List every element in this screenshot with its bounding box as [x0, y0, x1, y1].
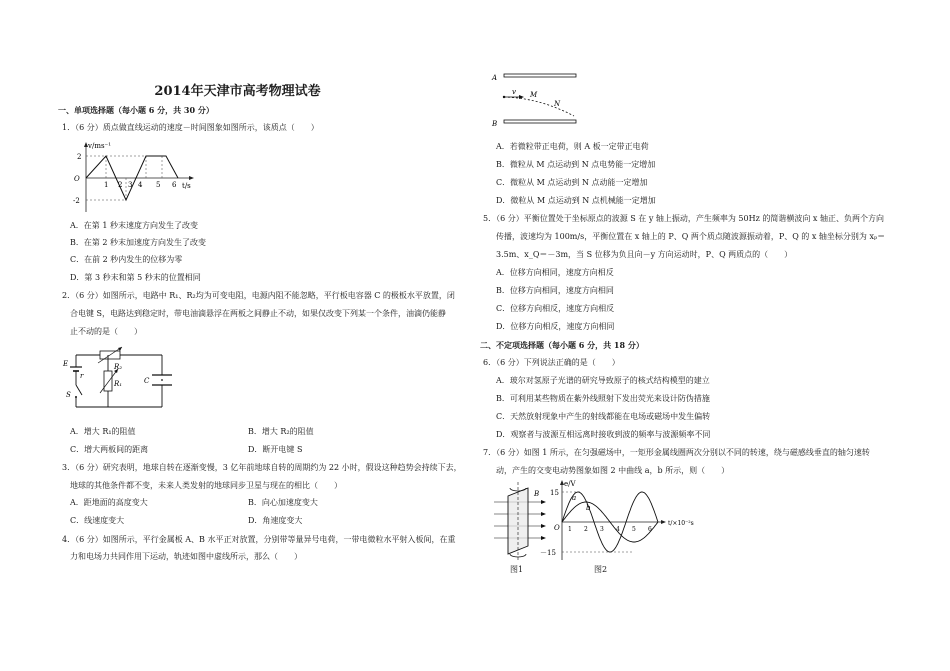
q5-option-d: D．位移方向相反，速度方向相同	[496, 322, 615, 331]
q7-graph-xlabel: t/×10⁻²s	[668, 520, 694, 527]
q2-label-s: S	[66, 391, 71, 399]
q1-option-d: D．第 3 秒末和第 5 秒末的位置相同	[70, 273, 201, 282]
q7-graph-xtick-3: 3	[600, 526, 604, 533]
q4-stem-line2: 力和电场力共同作用下运动，轨迹如图中虚线所示，那么（ ）	[70, 552, 302, 561]
q2-label-e: E	[63, 360, 69, 368]
q4-option-b: B．微粒从 M 点运动到 N 点电势能一定增加	[496, 160, 656, 169]
q1-graph-xtick-3: 3	[128, 181, 133, 189]
q7-graph-xtick-6: 6	[648, 526, 652, 533]
q4-label-n: N	[554, 100, 561, 108]
q1-graph-ytick-neg2: -2	[73, 197, 80, 205]
q1-graph-xlabel: t/s	[182, 182, 191, 190]
q4-label-v: v	[512, 88, 516, 96]
page-title: 2014年天津市高考物理试卷	[154, 84, 321, 99]
q7-graph-xtick-1: 1	[568, 526, 572, 533]
q1-stem: 1．（6 分）质点做直线运动的速度－时间图象如图所示，该质点（ ）	[62, 123, 319, 132]
q7-graph-ylabel: e/V	[564, 480, 576, 488]
q7-figure2-caption: 图2	[594, 565, 608, 574]
q5-stem-line1: 5．（6 分）平衡位置处于坐标原点的波源 S 在 y 轴上振动，产生频率为 50Hz 的简谐横波向 x 轴正、负两个方向	[483, 214, 884, 223]
q6-stem: 6．（6 分）下列说法正确的是（ ）	[483, 358, 620, 367]
q1-graph-xtick-4: 4	[138, 181, 143, 189]
q2-label-r2: R₂	[114, 363, 123, 371]
q7-graph-ytick-neg15: －15	[540, 549, 556, 557]
q2-stem-line3: 止不动的是（ ）	[70, 327, 142, 336]
q4-option-d: D．微粒从 M 点运动到 N 点机械能一定增加	[496, 196, 656, 205]
q1-graph-ylabel: v/ms⁻¹	[88, 142, 112, 150]
q1-graph-xtick-5: 5	[156, 181, 161, 189]
q7-graph-xtick-5: 5	[632, 526, 636, 533]
q4-label-plate-a: A	[492, 74, 498, 82]
q6-option-d: D．观察者与波源互相远离时接收到波的频率与波源频率不同	[496, 430, 711, 439]
q2-stem-line2: 合电键 S，电路达到稳定时，带电油滴悬浮在两板之间静止不动，如果仅改变下列某一个条件，油滴仍能静	[70, 309, 447, 318]
q7-stem-line1: 7．（6 分）如图 1 所示，在匀强磁场中，一矩形金属线圈两次分别以不同的转速，绕与磁感线垂直的轴匀速转	[483, 448, 870, 457]
q3-option-b: B．向心加速度变大	[248, 498, 318, 507]
q6-option-a: A．玻尔对氢原子光谱的研究导致原子的核式结构模型的建立	[496, 376, 710, 385]
q5-stem-line2: 传播，波速均为 100m/s，平衡位置在 x 轴上的 P、Q 两个质点随波源振动着，P、Q 的 x 轴坐标分别为 xₚ＝	[496, 232, 886, 241]
q4-plates-figure	[490, 70, 580, 128]
q3-option-a: A．距地面的高度变大	[70, 498, 148, 507]
q7-graph-xtick-4: 4	[616, 526, 620, 533]
q2-label-r: r	[80, 372, 84, 380]
q4-option-a: A．若微粒带正电荷，则 A 板一定带正电荷	[496, 142, 649, 151]
q6-option-c: C．天然放射现象中产生的射线都能在电场或磁场中发生偏转	[496, 412, 711, 421]
q5-option-c: C．位移方向相反，速度方向相反	[496, 304, 615, 313]
q7-stem-line2: 动，产生的交变电动势图象如图 2 中曲线 a，b 所示，则（ ）	[496, 466, 730, 475]
q2-stem-line1: 2．（6 分）如图所示，电路中 R₁、R₂均为可变电阻，电源内阻不能忽略，平行板电容器 C 的极板水平放置，闭	[62, 291, 455, 300]
section-heading-multi-choice: 二、不定项选择题（每小题 6 分，共 18 分）	[480, 340, 644, 350]
q1-graph-xtick-1: 1	[104, 181, 109, 189]
q4-option-c: C．微粒从 M 点运动到 N 点动能一定增加	[496, 178, 648, 187]
q7-graph-ytick-15: 15	[550, 489, 559, 497]
q7-label-b: B	[534, 490, 540, 498]
q7-curve-label-a: a	[572, 494, 577, 502]
q4-label-plate-b: B	[492, 120, 498, 128]
q3-stem-line2: 地球的其他条件都不变，未来人类发射的地球同步卫星与现在的相比（ ）	[70, 481, 342, 490]
q1-graph-xtick-6: 6	[172, 181, 177, 189]
q4-label-m: M	[530, 91, 538, 99]
q7-figure1-caption: 图1	[510, 565, 524, 574]
q7-graph-origin: O	[554, 524, 560, 532]
q1-option-b: B．在第 2 秒末加速度方向发生了改变	[70, 238, 207, 247]
q7-curve-label-b: b	[586, 504, 591, 512]
q5-option-a: A．位移方向相同，速度方向相反	[496, 268, 614, 277]
q1-option-a: A．在第 1 秒末速度方向发生了改变	[70, 221, 198, 230]
q5-option-b: B．位移方向相同，速度方向相同	[496, 286, 614, 295]
q1-option-c: C．在前 2 秒内发生的位移为零	[70, 255, 183, 264]
q3-option-c: C．线速度变大	[70, 516, 125, 525]
q2-option-c: C．增大两板间的距离	[70, 445, 149, 454]
section-heading-single-choice: 一、单项选择题（每小题 6 分，共 30 分）	[58, 105, 214, 115]
q5-stem-line3: 3.5m、x_Q＝－3m，当 S 位移为负且向－y 方向运动时，P、Q 两质点的（ ）	[496, 250, 793, 259]
q2-option-b: B．增大 R₂的阻值	[248, 427, 314, 436]
q7-emf-graph	[540, 478, 694, 564]
q1-graph-origin: O	[74, 175, 80, 183]
q1-graph-ytick-2: 2	[77, 153, 82, 161]
q1-graph-xtick-2: 2	[118, 181, 123, 189]
q4-stem-line1: 4．（6 分）如图所示，平行金属板 A、B 水平正对放置，分别带等量异号电荷，一带电微粒水平射入板间，在重	[62, 535, 456, 544]
q2-label-c: C	[144, 377, 150, 385]
q1-vt-graph	[60, 140, 200, 220]
q3-option-d: D．角速度变大	[248, 516, 303, 525]
q2-option-d: D．断开电键 S	[248, 445, 303, 454]
q2-circuit-diagram	[62, 345, 172, 415]
q2-option-a: A．增大 R₁的阻值	[70, 427, 136, 436]
q2-label-r1: R₁	[114, 380, 123, 388]
q6-option-b: B．可利用某些物质在紫外线照射下发出荧光来设计防伪措施	[496, 394, 710, 403]
q7-graph-xtick-2: 2	[584, 526, 588, 533]
q3-stem-line1: 3．（6 分）研究表明，地球自转在逐渐变慢，3 亿年前地球自转的周期约为 22 小时，假设这种趋势会持续下去，	[62, 463, 462, 472]
